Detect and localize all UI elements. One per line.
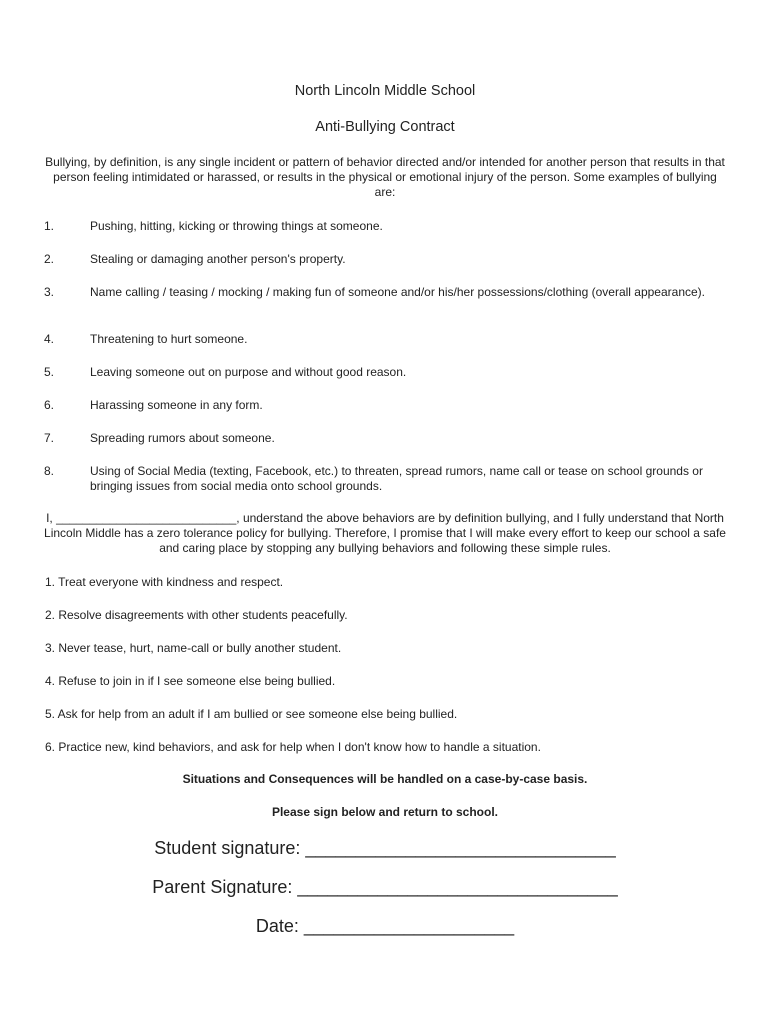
rule-item: 1. Treat everyone with kindness and respect. (45, 575, 284, 589)
parent-signature-line: Parent Signature: ________________________________ (152, 877, 618, 897)
behavior-number: 3. (44, 285, 55, 299)
behavior-number: 6. (44, 398, 55, 412)
behavior-text: Threatening to hurt someone. (90, 332, 248, 346)
behavior-text: Leaving someone out on purpose and without good reason. (90, 365, 407, 379)
school-name: North Lincoln Middle School (294, 83, 476, 99)
date-line: Date: _____________________ (255, 916, 515, 936)
behavior-number: 8. (44, 464, 55, 478)
rule-item: 3. Never tease, hurt, name-call or bully another student. (45, 641, 342, 655)
rule-item: 4. Refuse to join in if I see someone else being bullied. (45, 674, 336, 688)
consequences-note: Situations and Consequences will be handled on a case-by-case basis. (182, 772, 588, 786)
student-signature-line: Student signature: _______________________________ (154, 838, 616, 858)
behavior-text: Pushing, hitting, kicking or throwing things at someone. (90, 219, 383, 233)
behavior-number: 7. (44, 431, 55, 445)
rule-item: 2. Resolve disagreements with other students peacefully. (45, 608, 348, 622)
bullying-definition: Bullying, by definition, is any single incident or pattern of behavior directed and/or intended for another person that results in that person feeling intimidated or harassed, or results in the physical or emotional injury of the person. Some examples of bullying are: (45, 155, 725, 199)
rule-item: 6. Practice new, kind behaviors, and ask for help when I don't know how to handle a situation. (45, 740, 541, 754)
behavior-number: 5. (44, 365, 55, 379)
rule-item: 5. Ask for help from an adult if I am bullied or see someone else being bullied. (45, 707, 458, 721)
behavior-text: Stealing or damaging another person's property. (90, 252, 346, 266)
behavior-number: 2. (44, 252, 55, 266)
behavior-number: 4. (44, 332, 55, 346)
return-note: Please sign below and return to school. (271, 805, 499, 819)
behavior-text: Spreading rumors about someone. (90, 431, 275, 445)
student-pledge: I, ___________________________, understand the above behaviors are by definition bullying, and I fully understand that North Lincoln Middle has a zero tolerance policy for bullying. Therefore, I promise that I will make every effort to keep our school a safe and caring place by stopping any bullying behaviors and following these simple rules. (44, 511, 726, 555)
behavior-text: Using of Social Media (texting, Facebook, etc.) to threaten, spread rumors, name call or tease on school grounds or bringing issues from social media onto school grounds. (90, 464, 703, 493)
behavior-number: 1. (44, 219, 55, 233)
behavior-text: Harassing someone in any form. (90, 398, 263, 412)
behavior-text: Name calling / teasing / mocking / making fun of someone and/or his/her possessions/clothing (overall appearance). (90, 285, 705, 299)
contract-title: Anti-Bullying Contract (315, 119, 455, 135)
